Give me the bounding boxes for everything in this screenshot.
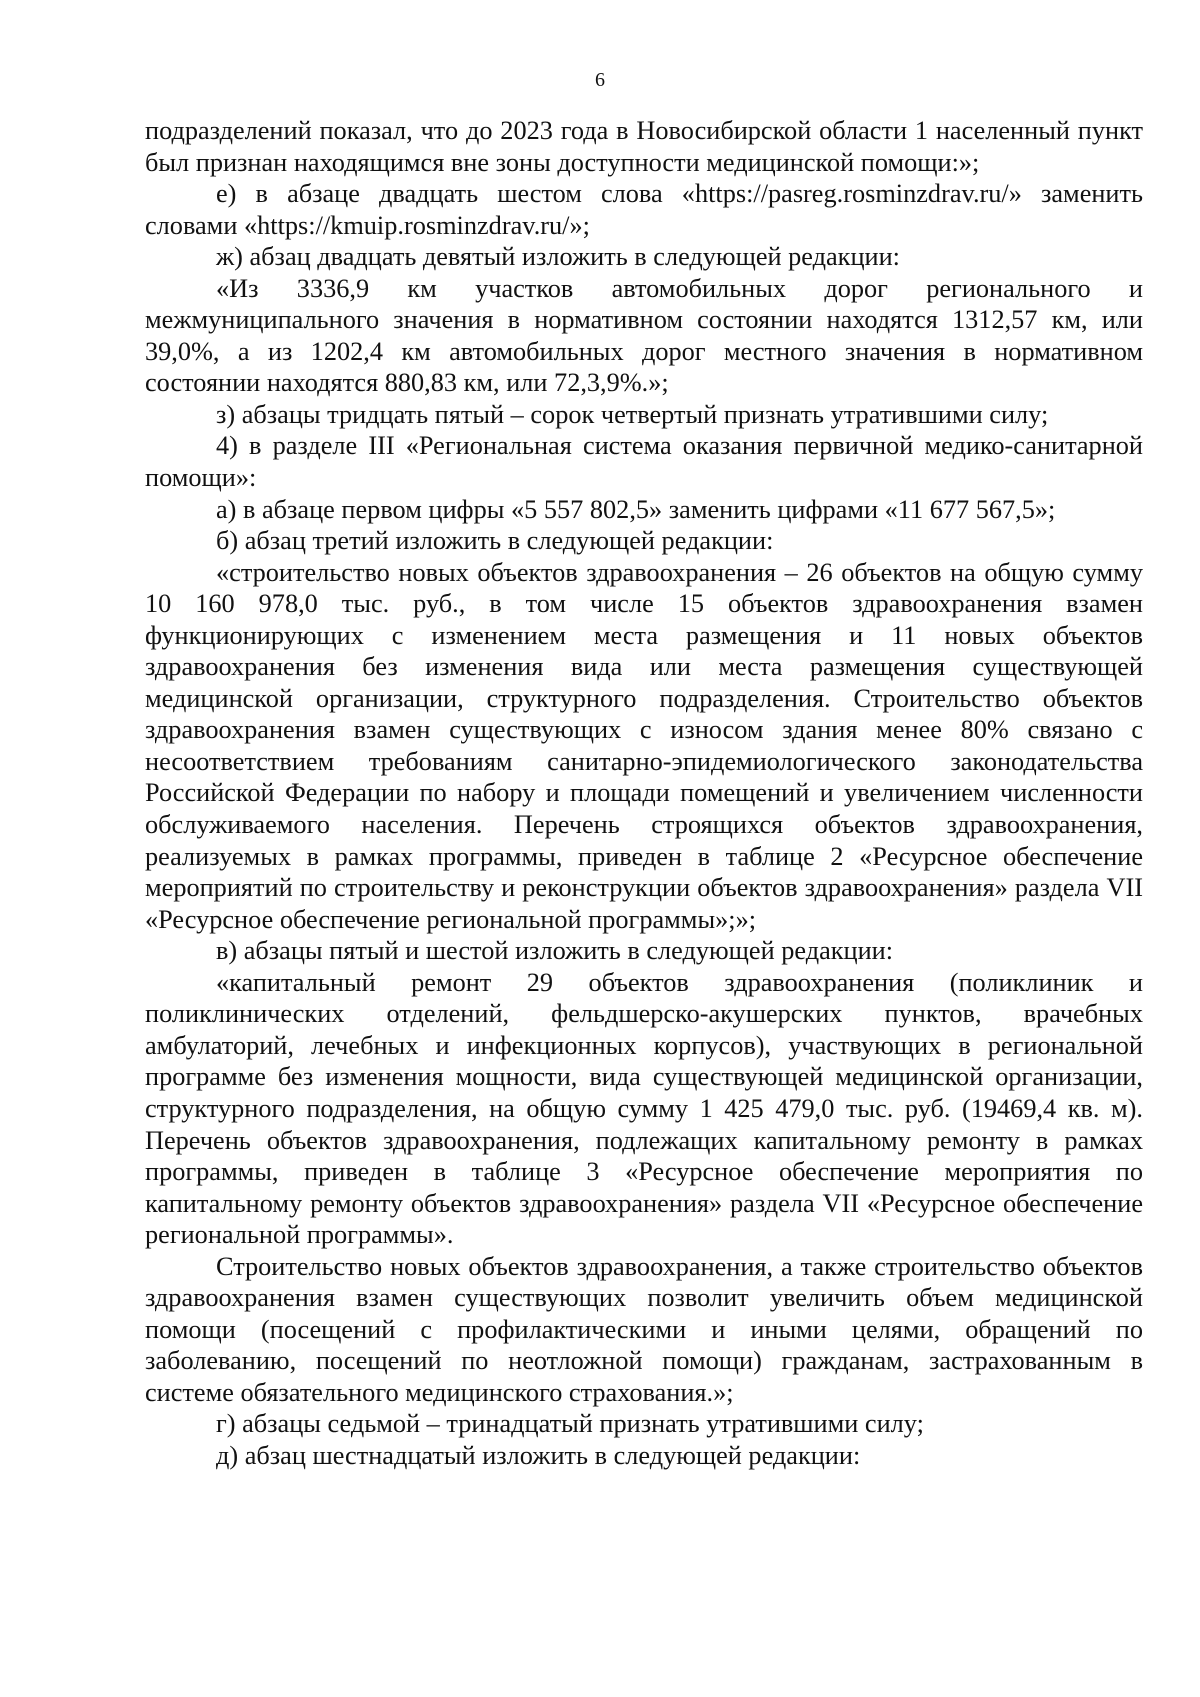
paragraph-item-zh: ж) абзац двадцать девятый изложить в следующей редакции: <box>216 242 900 272</box>
paragraph-item-z: з) абзацы тридцать пятый – сорок четвертый признать утратившими силу; <box>216 399 1049 429</box>
paragraph-quote-capital-repair: «капитальный ремонт 29 объектов здравоохранения (поликлиник и поликлинических отделений, фельдшерско-акушерских пунктов, врачебных амбулаторий, лечебных и инфекционных корпусов), участвующих в региональной программе без изменения мощности, вида существующей медицинской организации, структурного подразделения, на общую сумму 1 425 479,0 тыс. руб. (19469,4 кв. м). Перечень объектов здравоохранения, подлежащих капитальному ремонту в рамках программы, приведен в таблице 3 «Ресурсное обеспечение мероприятия по капитальному ремонту объектов здравоохранения» раздела VII «Ресурсное обеспечение региональной программы». <box>145 967 1143 1250</box>
document-body <box>145 115 1143 1472</box>
paragraph-quote-roads: «Из 3336,9 км участков автомобильных дорог регионального и межмуниципального значения в нормативном состоянии находятся 1312,57 км, или 39,0%, а из 1202,4 км автомобильных дорог местного значения в нормативном состоянии находятся 880,83 км, или 72,3,9%.»; <box>145 273 1143 398</box>
paragraph-item-g: г) абзацы седьмой – тринадцатый признать утратившими силу; <box>216 1409 924 1439</box>
paragraph-item-a: а) в абзаце первом цифры «5 557 802,5» заменить цифрами «11 677 567,5»; <box>216 494 1056 524</box>
paragraph-item-4-section-iii: 4) в разделе III «Региональная система оказания первичной медико-санитарной помощи»: <box>145 431 1143 493</box>
paragraph-item-b: б) абзац третий изложить в следующей редакции: <box>216 526 774 556</box>
paragraph-quote-construction: «строительство новых объектов здравоохранения – 26 объектов на общую сумму 10 160 978,0 тыс. руб., в том числе 15 объектов здравоохранения взамен функционирующих с изменением места размещения и 11 новых объектов здравоохранения без изменения вида или места размещения существующей медицинской организации, структурного подразделения. Строительство объектов здравоохранения взамен существующих с износом здания менее 80% связано с несоответствием требованиям санитарно-эпидемиологического законодательства Российской Федерации по набору и площади помещений и увеличением численности обслуживаемого населения. Перечень строящихся объектов здравоохранения, реализуемых в рамках программы, приведен в таблице 2 «Ресурсное обеспечение мероприятий по строительству и реконструкции объектов здравоохранения» раздела VII «Ресурсное обеспечение региональной программы»;»; <box>145 557 1143 934</box>
paragraph-item-d: д) абзац шестнадцатый изложить в следующей редакции: <box>216 1440 861 1470</box>
paragraph-item-e: е) в абзаце двадцать шестом слова «https://pasreg.rosminzdrav.ru/» заменить словами «https://kmuip.rosminzdrav.ru/»; <box>145 179 1143 240</box>
paragraph-construction-volume: Строительство новых объектов здравоохранения, а также строительство объектов здравоохранения взамен существующих позволит увеличить объем медицинской помощи (посещений с профилактическими и иными целями, обращений по заболеванию, посещений по неотложной помощи) гражданам, застрахованным в системе обязательного медицинского страхования.»; <box>145 1251 1143 1407</box>
paragraph-item-v: в) абзацы пятый и шестой изложить в следующей редакции: <box>216 936 894 966</box>
page-number: 6 <box>595 69 605 91</box>
paragraph-continuation: подразделений показал, что до 2023 года в Новосибирской области 1 населенный пункт был признан находящимся вне зоны доступности медицинской помощи:»; <box>145 116 1143 177</box>
